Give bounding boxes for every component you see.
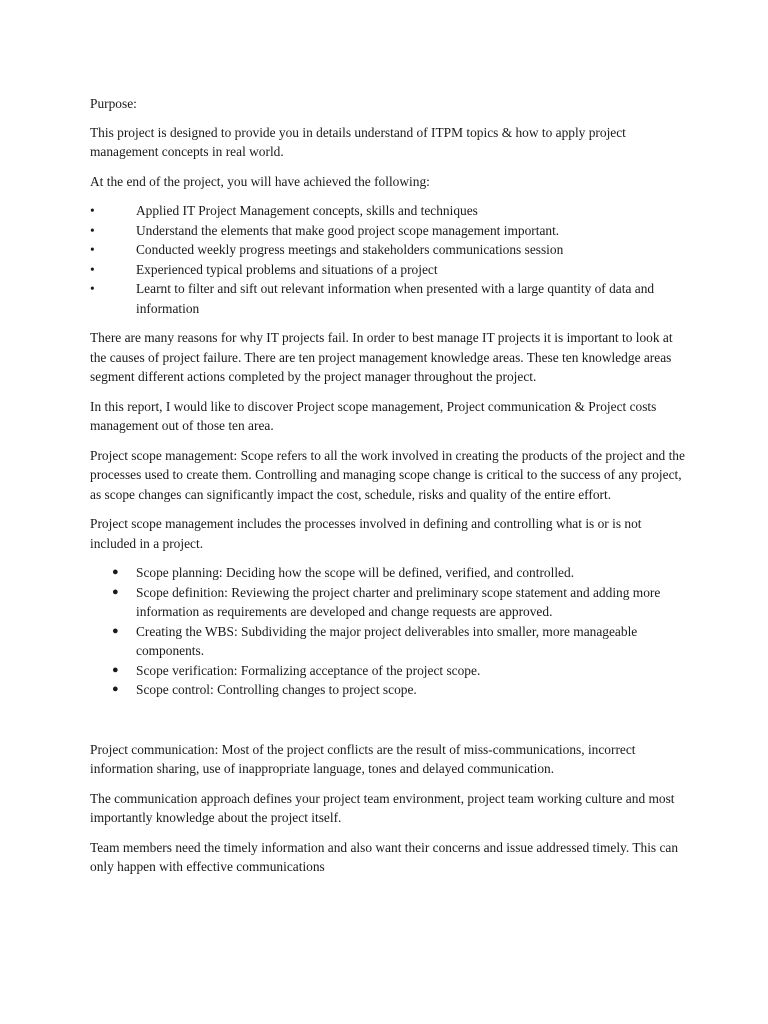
list-item xyxy=(112,680,688,700)
list-item xyxy=(90,240,688,260)
bullet-icon: ● xyxy=(112,624,119,637)
scope-processes-lead: Project scope management includes the processes involved in defining and controlling what is or is not included in a project. xyxy=(90,516,642,551)
purpose-heading: Purpose: xyxy=(90,96,137,111)
scope-paragraph: Project scope management: Scope refers to all the work involved in creating the products of the project and the processes used to create them. Controlling and managing scope change is critical to the success of any project, as scope changes can significantly impact the cost, schedule, risks and quality of the entire effort. xyxy=(90,447,685,502)
list-item xyxy=(90,279,688,318)
approach-paragraph: The communication approach defines your project team environment, project team working culture and most importantly knowledge about the project itself. xyxy=(90,790,675,825)
failure-paragraph: There are many reasons for why IT projects fail. In order to best manage IT projects it is important to look at the causes of project failure. There are ten project management knowledge areas. These ten knowledge areas segment different actions completed by the project manager throughout the project. xyxy=(90,330,673,384)
list-item-text: Applied IT Project Management concepts, skills and techniques xyxy=(136,203,478,218)
bullet-icon: ● xyxy=(112,683,119,695)
bullet-icon: • xyxy=(90,203,95,218)
achievements-list xyxy=(90,201,688,318)
list-item-text: Scope planning: Deciding how the scope will be defined, verified, and controlled. xyxy=(136,565,575,580)
list-item xyxy=(90,260,688,280)
list-item-text: Scope definition: Reviewing the project charter and preliminary scope statement and adding more information as requirements are developed and change requests are approved. xyxy=(136,584,661,619)
list-item-text: Conducted weekly progress meetings and stakeholders communications session xyxy=(136,242,564,257)
bullet-icon: ● xyxy=(112,663,119,676)
scope-processes-list xyxy=(90,563,688,700)
list-item xyxy=(112,563,688,583)
blank-line xyxy=(90,710,688,740)
list-item-text: Scope verification: Formalizing acceptance of the project scope. xyxy=(136,662,481,678)
team-paragraph: Team members need the timely information and also want their concerns and issue addressed timely. This can only happen with effective communications xyxy=(90,839,679,874)
list-item xyxy=(112,661,688,681)
list-item xyxy=(90,201,688,221)
bullet-icon: • xyxy=(90,261,95,277)
list-item-text: Creating the WBS: Subdividing the major project deliverables into smaller, more manageable components. xyxy=(136,623,638,658)
bullet-icon: • xyxy=(90,242,95,257)
list-item-text: Learnt to filter and sift out relevant information when presented with a large quantity of data and information xyxy=(136,281,655,316)
list-item xyxy=(90,221,688,241)
list-item-text: Experienced typical problems and situations of a project xyxy=(136,261,438,277)
intro-paragraph: This project is designed to provide you in details understand of ITPM topics & how to apply project management concepts in real world. xyxy=(90,124,626,159)
bullet-icon: • xyxy=(90,281,95,296)
achievements-lead: At the end of the project, you will have achieved the following: xyxy=(90,173,430,189)
bullet-icon: • xyxy=(90,222,95,238)
bullet-icon: ● xyxy=(112,585,119,598)
list-item xyxy=(112,622,688,661)
list-item-text: Understand the elements that make good project scope management important. xyxy=(136,222,560,238)
bullet-icon: ● xyxy=(112,566,119,578)
communication-paragraph: Project communication: Most of the project conflicts are the result of miss-communications, incorrect information sharing, use of inappropriate language, tones and delayed communication. xyxy=(90,741,636,776)
report-paragraph: In this report, I would like to discover Project scope management, Project communication & Project costs management out of those ten area. xyxy=(90,398,657,433)
list-item-text: Scope control: Controlling changes to project scope. xyxy=(136,682,417,697)
list-item xyxy=(112,583,688,622)
